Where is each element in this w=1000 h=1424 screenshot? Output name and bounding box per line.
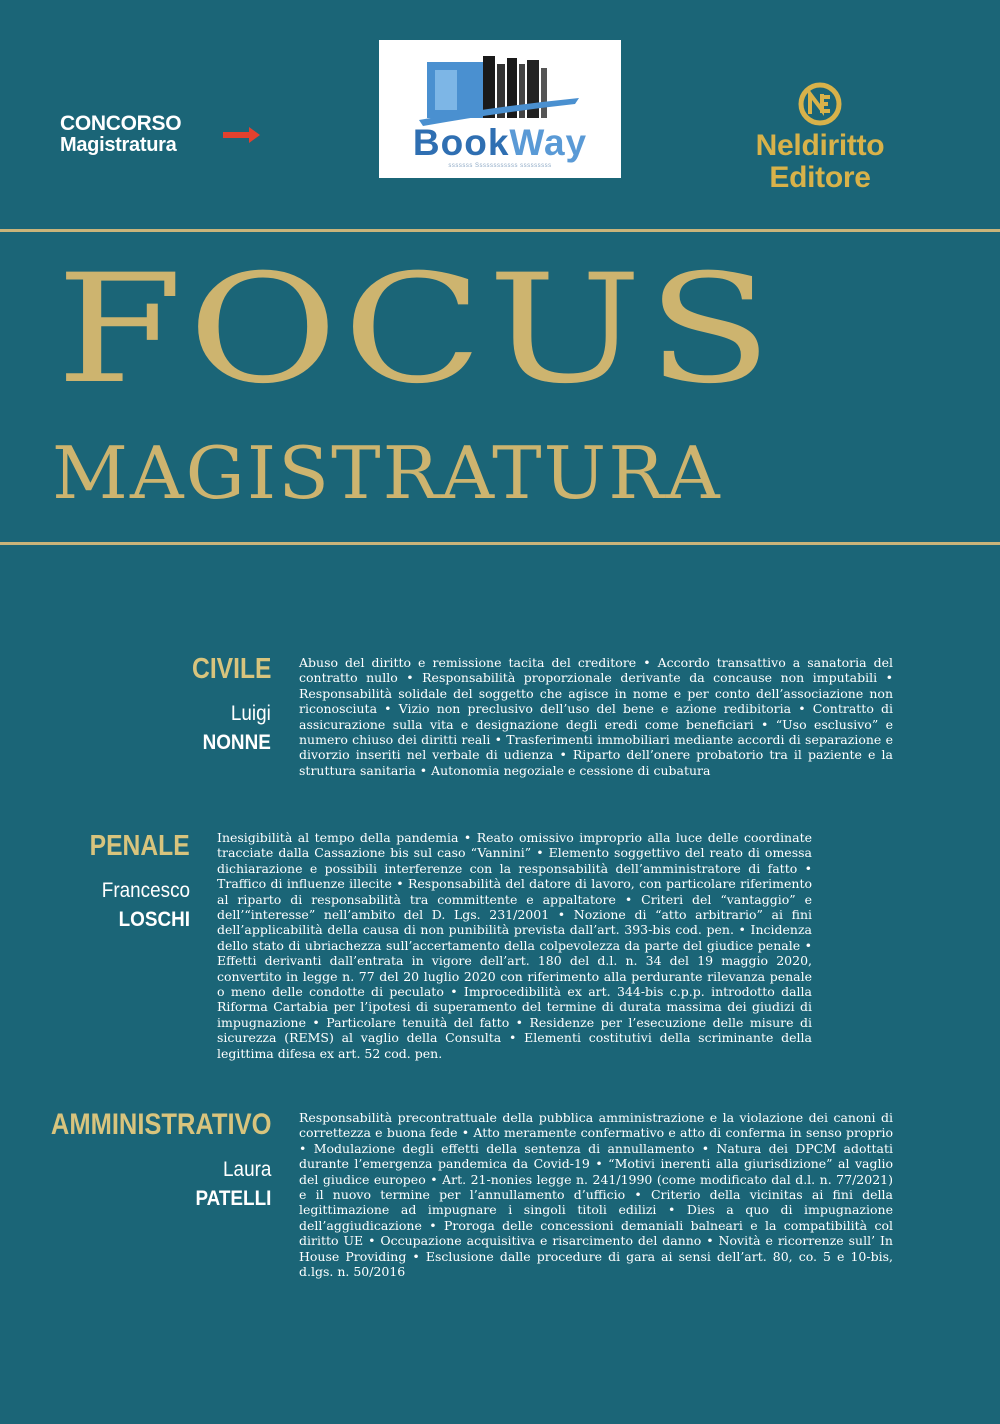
neldiritto-editore-logo bbox=[720, 80, 920, 192]
author-first-name: Luigi bbox=[231, 702, 271, 725]
section-author bbox=[195, 1155, 271, 1213]
bookway-name-book: Book bbox=[412, 122, 510, 163]
section-heading: AMMINISTRATIVO bbox=[50, 1108, 271, 1141]
section-author bbox=[203, 699, 271, 757]
gold-rule-bottom bbox=[0, 542, 1000, 545]
author-first-name: Laura bbox=[222, 1158, 271, 1181]
section-heading: PENALE bbox=[90, 830, 190, 862]
section-author bbox=[102, 876, 190, 934]
red-arrow-icon bbox=[223, 125, 261, 145]
section-topics: Inesigibilità al tempo della pandemia • Reato omissivo improprio alla luce delle coordinate tracciate dalla Cassazione bis sul caso “Vannini” • Elemento soggettivo del reato di omessa dichiarazione e possibili interferenze con la responsabilità dell’amministratore di fatto • Traffico di influenze illecite • Responsabilità del datore di lavoro, con particolare riferimento al riparto di responsabilità tra committente e appaltatore • Criteri del “vantaggio” e dell’“interesse” nell’ambito del D. Lgs. 231/2001 • Nozione di “atto arbitrario” ai fini dell’applicabilità della causa di non punibilità prevista dall’art. 393-bis cod. pen. • Incidenza dello stato di ubriachezza sull’accertamento della colpevolezza da parte del giudice penale • Effetti derivanti dall’entrata in vigore dell’art. 180 del d.l. n. 34 del 19 maggio 2020, convertito in legge n. 77 del 20 luglio 2020 con riferimento alla perdurante rilevanza penale o meno delle condotte di peculato • Improcedibilità ex art. 344-bis c.p.p. introdotto dalla Riforma Cartabia per l’ipotesi di superamento del termine di durata massima dei giudizi di impugnazione • Particolare tenuità del fatto • Residenze per l’esecuzione delle misure di sicurezza (REMS) al vaglio della Consulta • Elementi costitutivi della scriminante della legittima difesa ex art. 52 cod. pen. bbox=[217, 830, 812, 1061]
section-topics: Responsabilità precontrattuale della pubblica amministrazione e la violazione dei canoni di correttezza e buona fede • Atto meramente confermativo e atto di conferma in senso proprio • Modulazione degli effetti della sentenza di annullamento • Natura dei DPCM adottati durante l’emergenza pandemica da Covid-19 • “Motivi inerenti alla giurisdizione” al vaglio del giudice europeo • Art. 21-nonies legge n. 241/1990 (come modificato dal d.l. n. 77/2021) e il nuovo termine per l’annullamento d’ufficio • Criterio della vicinitas ai fini della legittimazione ad impugnare i singoli titoli edilizi • Dies a quo di impugnazione dell’aggiudicazione • Proroga delle concessioni demaniali balneari e la compatibilità col diritto UE • Occupazione acquisitiva e risarcimento del danno • Novità e ricorrenze sull’ In House Providing • Esclusione dalle procedure di gara ai sensi dell’art. 80, co. 5 e 10-bis, d.lgs. n. 50/2016 bbox=[299, 1110, 893, 1280]
concorso-logo-line2: Magistratura bbox=[60, 134, 177, 156]
gold-rule-top bbox=[0, 229, 1000, 232]
neldiritto-line2: Editore bbox=[769, 161, 871, 194]
section-topics: Abuso del diritto e remissione tacita del creditore • Accordo transattivo a sanatoria del contratto nullo • Responsabilità proporzionale derivante da concause non imputabili • Responsabilità solidale del soggetto che agisce in nome e per conto dell’associazione non riconosciuta • Vizio non preclusivo dell’uso del bene e azione redibitoria • Contratto di assicurazione sulla vita e designazione degli eredi come beneficiari • “Uso esclusivo” e numero chiuso dei diritti reali • Trasferimenti immobiliari mediante accordi di separazione e divorzio inseriti nel verbale di udienza • Riparto dell’onere probatorio tra il paziente e la struttura sanitaria • Autonomia negoziale e cessione di cubatura bbox=[299, 655, 893, 778]
author-last-name: LOSCHI bbox=[118, 908, 190, 931]
bookway-wordmark bbox=[379, 122, 621, 164]
cover-subtitle: MAGISTRATURA bbox=[52, 431, 722, 515]
bookway-name-way: Way bbox=[509, 122, 588, 163]
section-heading: CIVILE bbox=[191, 653, 271, 685]
concorso-magistratura-logo bbox=[60, 113, 181, 155]
ne-monogram-icon bbox=[796, 80, 844, 128]
bookway-buildings-icon bbox=[379, 40, 621, 132]
author-first-name: Francesco bbox=[101, 879, 190, 902]
bookway-logo bbox=[379, 40, 621, 178]
concorso-logo-line1: CONCORSO bbox=[60, 112, 182, 135]
author-last-name: PATELLI bbox=[195, 1187, 271, 1210]
author-last-name: NONNE bbox=[202, 731, 271, 754]
neldiritto-line1: Neldiritto bbox=[755, 129, 885, 162]
cover-title: FOCUS bbox=[56, 243, 778, 417]
bookway-tagline: sssssss Ssssssssssss sssssssss bbox=[448, 163, 552, 169]
